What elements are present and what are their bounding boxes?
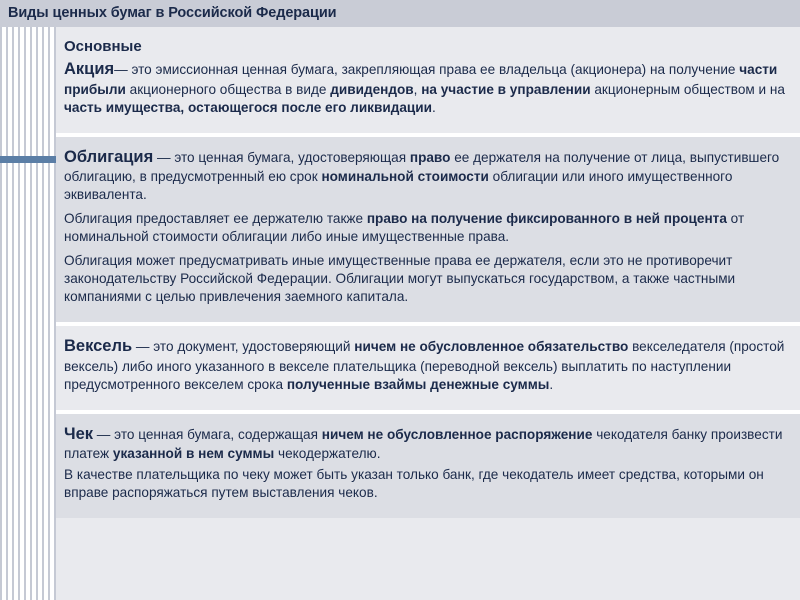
page-title: Виды ценных бумаг в Российской Федерации [8, 5, 337, 21]
left-decoration-column [0, 27, 56, 600]
content-panel [56, 27, 800, 600]
stripe-pattern [0, 27, 56, 600]
term-block-akciya [56, 59, 800, 133]
term-block-obligaciya [56, 137, 800, 322]
term-paragraph: Вексель — это документ, удостоверяющий ничем не обусловленное обязательство векселедателя (простой вексель) либо иного указанного в векселе плательщика (переводной вексель) выплатить по наступлении предусмотренного векселем срока полученные взаймы денежные суммы. [64, 336, 785, 392]
term-paragraph: Чек — это ценная бумага, содержащая ничем не обусловленное распоряжение чекодателя банку произвести платеж указанной в нем суммы чекодержателю. [64, 424, 783, 462]
accent-bar [0, 156, 56, 163]
term-paragraph: Облигация — это ценная бумага, удостоверяющая право ее держателя на получение от лица, выпустившего облигацию, в предусмотренный ею срок номинальной стоимости облигации или иного имущественного эквивалента. [64, 147, 780, 203]
term-block-chek [56, 414, 800, 519]
slide-title-bar [0, 0, 800, 28]
term-paragraph: Облигация может предусматривать иные имущественные права ее держателя, если это не противоречит законодательству Российской Федерации. Облигации могут выпускаться государством, а также частными компаниями с целью привлечения заемного капитала. [64, 253, 736, 305]
section-heading-block [56, 27, 800, 59]
term-paragraph: Облигация предоставляет ее держателю также право на получение фиксированного в ней процента от номинальной стоимости облигации либо иные имущественные права. [64, 211, 745, 245]
term-paragraph: Акция— это эмиссионная ценная бумага, закрепляющая права ее владельца (акционера) на получение части прибыли акционерного общества в виде дивидендов, на участие в управлении акционерным обществом и на часть имущества, остающегося после его ликвидации. [64, 60, 785, 115]
term-block-veksel [56, 326, 800, 410]
term-paragraph: В качестве плательщика по чеку может быть указан только банк, где чекодатель имеет средства, которыми он вправе распоряжаться путем выставления чеков. [64, 467, 764, 501]
section-heading: Основные [64, 38, 142, 55]
